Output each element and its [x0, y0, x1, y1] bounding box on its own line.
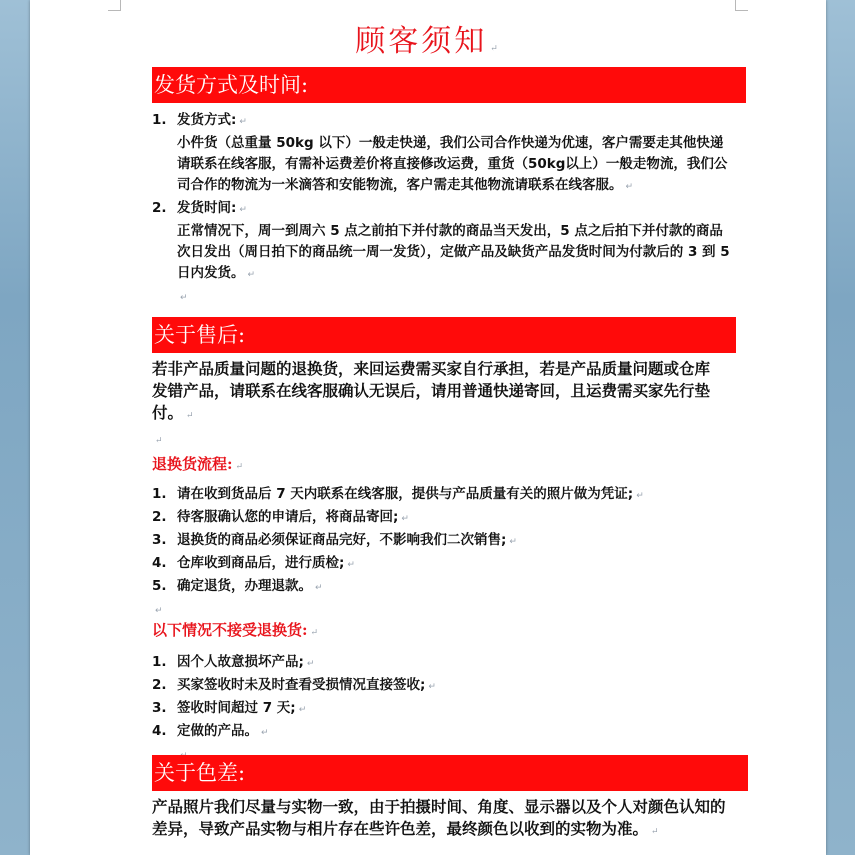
list-item-text: 正常情况下，周一到周六 5 点之前拍下并付款的商品当天发出，5 点之后拍下并付款的商品次日发出（周日拍下的商品统一周一发货），定做产品及缺货产品发货时间为付款后的 3 到 5 日内发货。 ↵ [177, 223, 730, 281]
shipping-list [152, 110, 732, 304]
document-page [30, 0, 826, 855]
paragraph-mark-icon: ↵ [428, 682, 436, 692]
list-item: 3. 签收时间超过 7 天; ↵ [152, 700, 307, 716]
paragraph-mark-icon: ↵ [310, 628, 319, 638]
list-item: 1. 因个人故意损坏产品; ↵ [152, 654, 315, 670]
list-item [152, 110, 732, 198]
paragraph-mark-icon: ↵ [636, 491, 644, 501]
paragraph-mark-icon: ↵ [247, 270, 256, 280]
paragraph-mark-icon: ↵ [315, 583, 323, 593]
return-flow-list [152, 484, 752, 617]
paragraph-mark-icon: ↵ [625, 182, 634, 192]
paragraph-mark-icon: ↵ [401, 514, 409, 524]
list-item-label: 发货时间: ↵ [177, 200, 247, 216]
list-item: 2. 买家签收时未及时查看受损情况直接签收; ↵ [152, 677, 436, 693]
paragraph-mark-icon: ↵ [180, 293, 188, 303]
paragraph-mark-icon: ↵ [298, 705, 307, 715]
paragraph-mark-icon: ↵ [651, 827, 659, 837]
paragraph-mark-icon: ↵ [155, 606, 163, 616]
paragraph-mark-icon: ↵ [239, 205, 247, 215]
aftersale-paragraph: 若非产品质量问题的退换货，来回运费需买家自行承担，若是产品质量问题或仓库发错产品，请联系在线客服确认无误后，请用普通快递寄回，且运费需买家先行垫付。 ↵ ↵ [152, 359, 711, 446]
list-number: 1. [152, 112, 167, 128]
paragraph-mark-icon: ↵ [155, 436, 163, 446]
list-item-text: 小件货（总重量 50kg 以下）一般走快递，我们公司合作快递为优速，客户需要走其他快递请联系在线客服，有需补运费差价将直接修改运费，重货（50kg以上）一般走物流，我们公司合作的物流为一米滴答和安能物流，客户需走其他物流请联系在线客服。 ↵ [177, 135, 728, 193]
list-item: 5. 确定退货，办理退款。 ↵ [152, 578, 323, 594]
no-return-list [152, 652, 732, 762]
section-header-return-flow: 退换货流程: ↵ [152, 455, 244, 473]
list-item: 4. 定做的产品。 ↵ [152, 723, 269, 739]
page-title-text: 顾客须知 [355, 24, 488, 59]
section-header-color [152, 755, 748, 791]
paragraph-mark-icon: ↵ [490, 44, 501, 54]
section-header-color-text: 关于色差: [154, 761, 246, 785]
list-item: 1. 请在收到货品后 7 天内联系在线客服，提供与产品质量有关的照片做为凭证; ↵ [152, 486, 644, 502]
paragraph-mark-icon: ↵ [186, 411, 194, 421]
list-item-label: 发货方式: ↵ [177, 112, 247, 128]
list-item [152, 198, 732, 286]
list-item: 3. 退换货的商品必须保证商品完好，不影响我们二次销售; ↵ [152, 532, 517, 548]
color-paragraph: 产品照片我们尽量与实物一致，由于拍摄时间、角度、显示器以及个人对颜色认知的差异，导致产品实物与相片存在些许色差，最终颜色以收到的实物为准。 ↵ [152, 797, 726, 838]
page-title [30, 16, 826, 60]
section-header-aftersale-text: 关于售后: [154, 323, 246, 347]
paragraph-mark-icon: ↵ [261, 728, 269, 738]
list-number: 2. [152, 200, 167, 216]
margin-corner-mark [108, 0, 121, 11]
paragraph-mark-icon: ↵ [347, 560, 355, 570]
paragraph-mark-icon: ↵ [509, 537, 517, 547]
section-header-no-return: 以下情况不接受退换货: ↵ [152, 621, 319, 639]
margin-corner-mark [735, 0, 748, 11]
paragraph-mark-icon: ↵ [306, 659, 315, 669]
paragraph-mark-icon: ↵ [235, 462, 244, 472]
paragraph-mark-icon: ↵ [239, 117, 247, 127]
section-header-shipping-text: 发货方式及时间: [154, 73, 309, 97]
list-item: 4. 仓库收到商品后，进行质检; ↵ [152, 555, 355, 571]
section-header-aftersale [152, 317, 736, 353]
list-item: 2. 待客服确认您的申请后，将商品寄回; ↵ [152, 509, 409, 525]
section-header-shipping [152, 67, 746, 103]
